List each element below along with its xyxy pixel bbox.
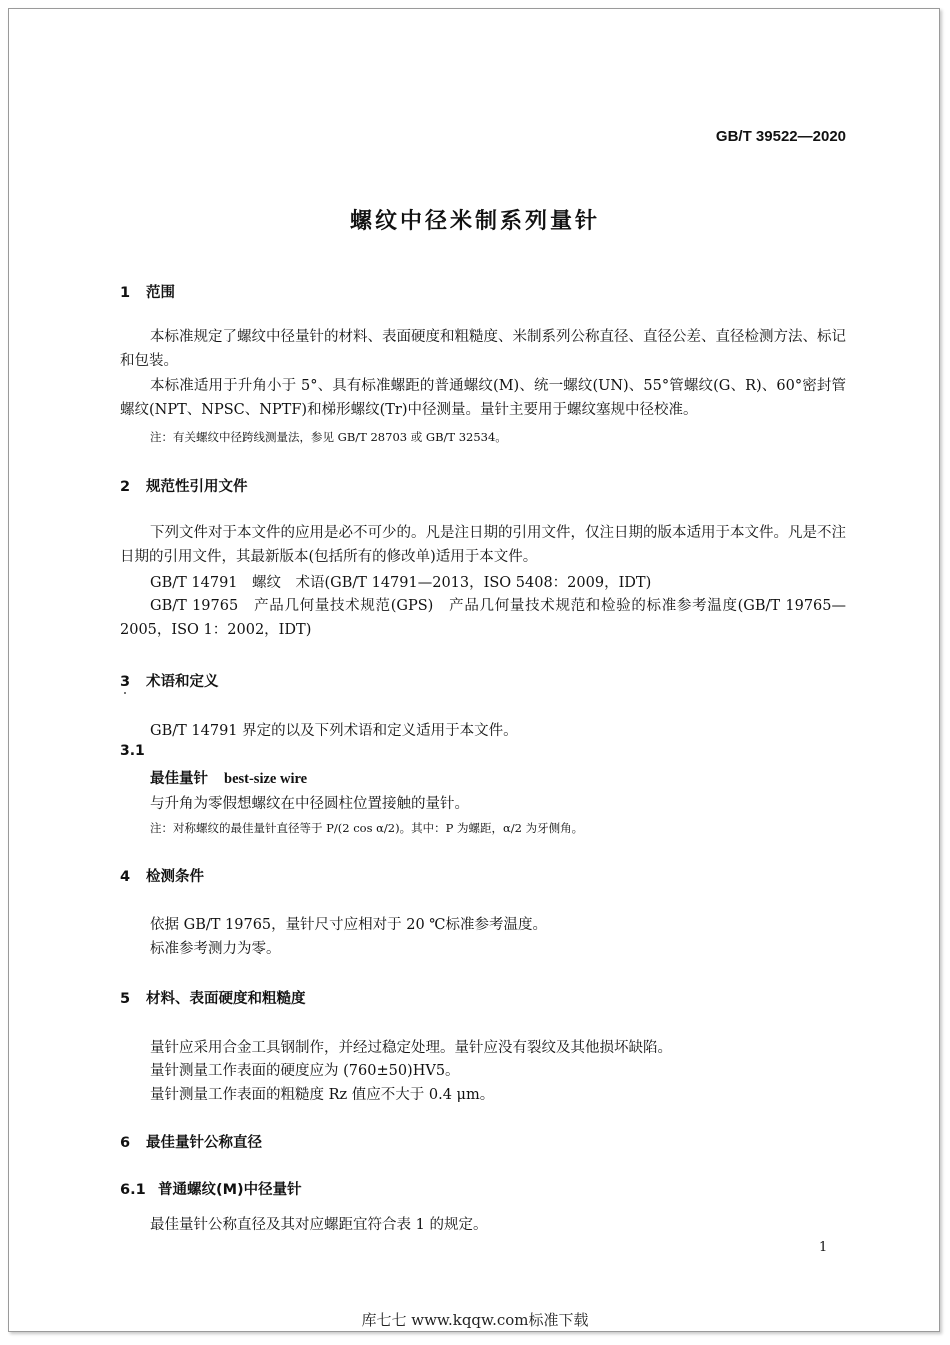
- section-title: 规范性引用文件: [146, 479, 248, 495]
- section-title: 材料、表面硬度和粗糙度: [146, 991, 306, 1007]
- term-chinese: 最佳量针: [150, 771, 208, 787]
- subsection-number: 6.1: [120, 1182, 146, 1198]
- section-1-heading: [120, 281, 175, 302]
- section-6-line-1: 最佳量针公称直径及其对应螺距宜符合表 1 的规定。: [150, 1217, 488, 1233]
- section-title: 检测条件: [146, 869, 204, 885]
- section-3-paragraph-1: GB/T 14791 界定的以及下列术语和定义适用于本文件。: [150, 723, 518, 739]
- section-title: 最佳量针公称直径: [146, 1135, 262, 1151]
- section-number: 5: [120, 991, 131, 1007]
- section-3-heading: [120, 670, 219, 691]
- section-5-heading: [120, 987, 306, 1008]
- scan-dot: [124, 692, 126, 694]
- section-3-note: 注：对称螺纹的最佳量针直径等于 P/(2 cos α/2)。其中：P 为螺距，α/2 为牙侧角。: [150, 821, 584, 835]
- section-5-line-2: 量针测量工作表面的硬度应为 (760±50)HV5。: [150, 1063, 460, 1079]
- section-number: 3: [120, 674, 131, 690]
- reference-gbt-19765: GB/T 19765 产品几何量技术规范(GPS) 产品几何量技术规范和检验的标准参考温度(GB/T 19765—2005，ISO 1：2002，IDT): [120, 598, 846, 638]
- section-4-line-1: 依据 GB/T 19765，量针尺寸应相对于 20 ℃标准参考温度。: [150, 917, 548, 933]
- term-definition: 与升角为零假想螺纹在中径圆柱位置接触的量针。: [150, 796, 469, 812]
- section-6-heading: [120, 1131, 262, 1152]
- section-1-note: 注：有关螺纹中径跨线测量法，参见 GB/T 28703 或 GB/T 32534。: [150, 430, 507, 444]
- section-number: 2: [120, 479, 131, 495]
- section-1-paragraph-2: 本标准适用于升角小于 5°、具有标准螺距的普通螺纹(M)、统一螺纹(UN)、55°管螺纹(G、R)、60°密封管螺纹(NPT、NPSC、NPTF)和梯形螺纹(Tr)中径测量。量针主要用于螺纹塞规中径校准。: [120, 378, 846, 418]
- section-4-line-2: 标准参考测力为零。: [150, 941, 281, 957]
- section-5-line-1: 量针应采用合金工具钢制作，并经过稳定处理。量针应没有裂纹及其他损坏缺陷。: [150, 1040, 672, 1056]
- section-number: 6: [120, 1135, 131, 1151]
- reference-gbt-14791: GB/T 14791 螺纹 术语(GB/T 14791—2013，ISO 5408：2009，IDT): [150, 575, 652, 591]
- section-title: 术语和定义: [146, 674, 219, 690]
- section-2-heading: [120, 475, 248, 496]
- section-number: 1: [120, 285, 131, 301]
- page-number: 1: [819, 1240, 828, 1255]
- section-number: 4: [120, 869, 131, 885]
- section-5-line-3: 量针测量工作表面的粗糙度 Rz 值应不大于 0.4 μm。: [150, 1087, 495, 1103]
- term-entry: [150, 767, 307, 788]
- subsection-3-1-number: 3.1: [120, 743, 145, 759]
- section-2-paragraph-1: 下列文件对于本文件的应用是必不可少的。凡是注日期的引用文件，仅注日期的版本适用于本文件。凡是不注日期的引用文件，其最新版本(包括所有的修改单)适用于本文件。: [120, 525, 846, 565]
- document-title: 螺纹中径米制系列量针: [349, 209, 600, 234]
- term-english: best-size wire: [224, 771, 308, 787]
- footer-watermark: 库七七 www.kqqw.com标准下载: [361, 1311, 589, 1329]
- subsection-6-1-heading: [120, 1178, 302, 1199]
- standard-code: GB/T 39522—2020: [715, 128, 846, 145]
- subsection-title: 普通螺纹(M)中径量针: [158, 1182, 302, 1198]
- section-1-paragraph-1: 本标准规定了螺纹中径量针的材料、表面硬度和粗糙度、米制系列公称直径、直径公差、直径检测方法、标记和包装。: [120, 329, 846, 369]
- section-4-heading: [120, 865, 204, 886]
- section-title: 范围: [146, 285, 175, 301]
